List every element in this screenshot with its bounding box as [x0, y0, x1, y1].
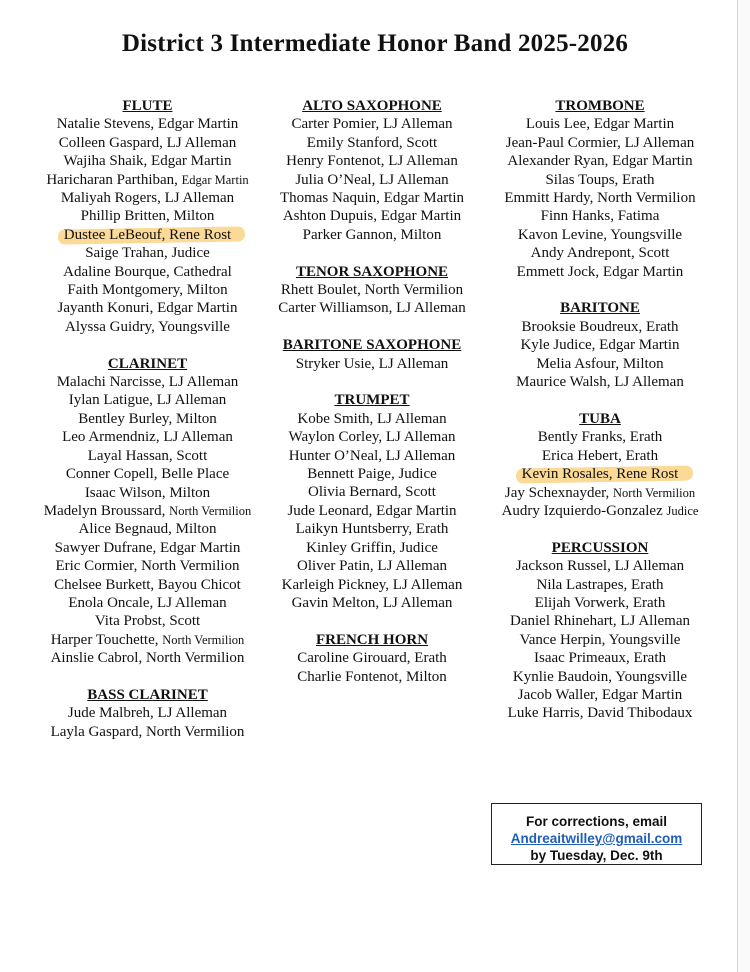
member-text: Emily Stanford, Scott: [306, 134, 438, 151]
member-entry: [486, 686, 714, 704]
member-text: Finn Hanks, Fatima: [540, 208, 660, 225]
section-heading: BASS CLARINET: [87, 686, 208, 703]
member-entry: [258, 281, 486, 299]
member-text: Ashton Dupuis, Edgar Martin: [282, 208, 462, 225]
member-text: Dustee LeBeouf, Rene Rost: [63, 226, 232, 243]
member-text: Saige Trahan, Judice: [85, 245, 210, 262]
member-text: Phillip Britten, Milton: [80, 208, 215, 225]
member-text: Chelsee Burkett, Bayou Chicot: [54, 576, 241, 593]
member-list: [258, 281, 486, 318]
section-flute: [30, 97, 265, 336]
member-text: Brooksie Boudreux, Erath: [521, 318, 679, 335]
member-text: Malachi Narcisse, LJ Alleman: [56, 374, 239, 391]
member-text: Hunter O’Neal, LJ Alleman: [288, 447, 456, 464]
member-text: Adaline Bourque, Cathedral: [63, 263, 232, 280]
member-entry: [486, 447, 714, 465]
column-right: [486, 97, 714, 741]
section-baritone: [486, 299, 714, 391]
section-french-horn: [258, 631, 486, 686]
member-name: Harper Touchette,: [50, 631, 163, 648]
page-edge: [737, 0, 750, 972]
member-entry: [30, 502, 265, 520]
member-entry: [258, 539, 486, 557]
member-list: [486, 318, 714, 392]
member-text: Kavon Levine, Youngsville: [517, 226, 683, 243]
member-entry: [486, 484, 714, 502]
member-entry: [486, 263, 714, 281]
member-text: Vita Probst, Scott: [94, 613, 201, 630]
notice-deadline: by Tuesday, Dec. 9th: [530, 848, 663, 863]
member-text: Alexander Ryan, Edgar Martin: [507, 153, 693, 170]
member-text: Charlie Fontenot, Milton: [297, 668, 447, 685]
member-entry: [258, 594, 486, 612]
member-text: Eric Cormier, North Vermilion: [55, 558, 240, 575]
member-text: Luke Harris, David Thibodaux: [507, 705, 693, 722]
member-entry: [30, 539, 265, 557]
member-text: Caroline Girouard, Erath: [297, 650, 447, 667]
member-text: Jude Leonard, Edgar Martin: [287, 502, 457, 519]
member-text: Waylon Corley, LJ Alleman: [288, 429, 456, 446]
member-text: Thomas Naquin, Edgar Martin: [279, 190, 465, 207]
member-text: Daniel Rhinehart, LJ Alleman: [510, 613, 690, 630]
member-text: Carter Pomier, LJ Alleman: [291, 116, 453, 133]
member-text: Bennett Paige, Judice: [307, 466, 437, 483]
member-text: Olivia Bernard, Scott: [308, 484, 436, 501]
section-heading: BARITONE SAXOPHONE: [282, 337, 462, 354]
member-entry: [486, 134, 714, 152]
member-text: Jacob Waller, Edgar Martin: [517, 686, 683, 703]
member-text: Karleigh Pickney, LJ Alleman: [281, 576, 463, 593]
member-list: [486, 557, 714, 723]
member-list: [30, 704, 265, 741]
section-heading: CLARINET: [107, 355, 188, 372]
member-entry: [258, 299, 486, 317]
member-text: Jude Malbreh, LJ Alleman: [67, 705, 228, 722]
section-heading: TRUMPET: [334, 392, 410, 409]
member-text: Bentley Burley, Milton: [78, 410, 217, 427]
member-text: Stryker Usie, LJ Alleman: [295, 355, 449, 372]
member-entry: [486, 649, 714, 667]
member-text: Kinley Griffin, Judice: [306, 539, 438, 556]
member-text: Isaac Primeaux, Erath: [533, 650, 667, 667]
member-entry: [258, 465, 486, 483]
member-entry: [30, 281, 265, 299]
member-text: Emmett Jock, Edgar Martin: [516, 263, 684, 280]
member-entry: [258, 557, 486, 575]
member-entry: [30, 484, 265, 502]
member-entry: [486, 244, 714, 262]
section-heading: FRENCH HORN: [315, 631, 429, 648]
member-entry: [30, 244, 265, 262]
member-text: Maliyah Rogers, LJ Alleman: [60, 190, 235, 207]
member-entry: [258, 134, 486, 152]
member-entry: [258, 355, 486, 373]
member-text: Layla Gaspard, North Vermilion: [50, 723, 245, 740]
member-school: North Vermilion: [169, 503, 252, 518]
section-bass-clarinet: [30, 686, 265, 741]
member-text: Maurice Walsh, LJ Alleman: [516, 374, 684, 391]
member-entry: [30, 263, 265, 281]
member-text: Laikyn Huntsberry, Erath: [295, 521, 449, 538]
member-entry: [30, 171, 265, 189]
member-entry: [30, 189, 265, 207]
member-text: Ainslie Cabrol, North Vermilion: [50, 650, 245, 667]
section-alto-saxophone: [258, 97, 486, 244]
member-entry: [30, 557, 265, 575]
member-entry: [30, 447, 265, 465]
member-entry: [486, 631, 714, 649]
section-heading: TUBA: [579, 410, 621, 427]
column-middle: [258, 97, 486, 704]
member-entry: [30, 649, 265, 667]
member-entry: [486, 502, 714, 520]
member-entry: [258, 649, 486, 667]
member-text: Conner Copell, Belle Place: [65, 466, 230, 483]
member-entry: [30, 704, 265, 722]
member-entry: [258, 668, 486, 686]
member-school: Judice: [666, 503, 699, 518]
member-entry: [30, 226, 265, 244]
member-text: Isaac Wilson, Milton: [84, 484, 211, 501]
column-left: [30, 97, 265, 760]
member-text: Leo Armendniz, LJ Alleman: [62, 429, 233, 446]
section-trombone: [486, 97, 714, 281]
member-text: Alice Begnaud, Milton: [78, 521, 217, 538]
section-heading: TENOR SAXOPHONE: [295, 263, 449, 280]
member-entry: [258, 576, 486, 594]
member-list: [258, 410, 486, 612]
notice-line: For corrections, email: [525, 814, 668, 829]
member-entry: [486, 428, 714, 446]
member-entry: [486, 373, 714, 391]
member-school: Edgar Martin: [181, 172, 249, 187]
member-entry: [258, 189, 486, 207]
member-text: Jayanth Konuri, Edgar Martin: [57, 300, 238, 317]
member-school: North Vermilion: [613, 485, 696, 500]
section-baritone-saxophone: [258, 336, 486, 373]
member-text: Faith Montgomery, Milton: [67, 282, 228, 299]
member-entry: [30, 723, 265, 741]
member-text: Kynlie Baudoin, Youngsville: [512, 668, 688, 685]
member-entry: [30, 152, 265, 170]
member-entry: [486, 594, 714, 612]
member-entry: [258, 483, 486, 501]
member-entry: [486, 557, 714, 575]
member-entry: [30, 391, 265, 409]
section-heading: BARITONE: [560, 300, 640, 317]
member-text: Silas Toups, Erath: [545, 171, 655, 188]
member-entry: [486, 207, 714, 225]
email-link[interactable]: Andreaitwilley@gmail.com: [510, 831, 683, 846]
member-text: Wajiha Shaik, Edgar Martin: [63, 153, 232, 170]
member-entry: [30, 299, 265, 317]
member-text: Carter Williamson, LJ Alleman: [278, 300, 466, 317]
member-text: Enola Oncale, LJ Alleman: [68, 594, 227, 611]
member-entry: [258, 226, 486, 244]
member-entry: [30, 428, 265, 446]
corrections-notice: [491, 803, 702, 865]
member-entry: [258, 410, 486, 428]
member-text: Julia O’Neal, LJ Alleman: [295, 171, 449, 188]
member-list: [30, 373, 265, 668]
section-clarinet: [30, 355, 265, 668]
section-trumpet: [258, 391, 486, 612]
member-name: Madelyn Broussard,: [43, 502, 170, 519]
member-name: Haricharan Parthiban,: [46, 171, 182, 188]
section-heading: TROMBONE: [555, 98, 645, 114]
member-entry: [486, 612, 714, 630]
member-text: Kevin Rosales, Rene Rost: [521, 466, 679, 483]
member-text: Colleen Gaspard, LJ Alleman: [58, 134, 237, 151]
member-list: [258, 355, 486, 373]
member-entry: [30, 594, 265, 612]
member-entry: [486, 355, 714, 373]
member-text: Rhett Boulet, North Vermilion: [280, 282, 464, 299]
member-entry: [30, 410, 265, 428]
member-entry: [258, 115, 486, 133]
section-tenor-saxophone: [258, 263, 486, 318]
member-list: [30, 115, 265, 336]
member-entry: [486, 668, 714, 686]
member-name: Jay Schexnayder,: [504, 484, 614, 501]
member-entry: [30, 465, 265, 483]
member-text: Parker Gannon, Milton: [302, 226, 442, 243]
member-entry: [258, 502, 486, 520]
member-text: Henry Fontenot, LJ Alleman: [286, 153, 458, 170]
member-entry: [486, 152, 714, 170]
member-text: Layal Hassan, Scott: [87, 447, 208, 464]
member-entry: [486, 318, 714, 336]
member-entry: [258, 207, 486, 225]
member-name: Audry Izquierdo-Gonzalez: [501, 502, 667, 519]
member-text: Elijah Vorwerk, Erath: [534, 594, 666, 611]
member-text: Jackson Russel, LJ Alleman: [515, 558, 685, 575]
member-entry: [486, 171, 714, 189]
member-text: Louis Lee, Edgar Martin: [525, 116, 675, 133]
page-title: District 3 Intermediate Honor Band 2025-2026: [121, 30, 629, 57]
member-text: Kobe Smith, LJ Alleman: [297, 410, 447, 427]
member-school: North Vermilion: [162, 632, 245, 647]
member-entry: [30, 576, 265, 594]
member-entry: [258, 171, 486, 189]
member-text: Kyle Judice, Edgar Martin: [520, 337, 680, 354]
member-text: Gavin Melton, LJ Alleman: [291, 594, 453, 611]
member-text: Melia Asfour, Milton: [536, 355, 664, 372]
member-text: Andy Andrepont, Scott: [530, 245, 670, 262]
member-entry: [486, 704, 714, 722]
member-entry: [486, 576, 714, 594]
member-entry: [258, 428, 486, 446]
section-percussion: [486, 539, 714, 723]
member-entry: [30, 520, 265, 538]
member-text: Oliver Patin, LJ Alleman: [297, 558, 447, 575]
member-text: Sawyer Dufrane, Edgar Martin: [54, 539, 241, 556]
section-tuba: [486, 410, 714, 520]
member-list: [486, 428, 714, 520]
member-text: Bently Franks, Erath: [537, 429, 663, 446]
section-heading: FLUTE: [122, 98, 173, 114]
member-text: Vance Herpin, Youngsville: [519, 631, 681, 648]
member-entry: [30, 115, 265, 133]
member-list: [258, 649, 486, 686]
member-entry: [486, 336, 714, 354]
section-heading: ALTO SAXOPHONE: [302, 98, 442, 114]
member-entry: [30, 207, 265, 225]
member-list: [258, 115, 486, 244]
member-entry: [486, 115, 714, 133]
member-entry: [486, 465, 714, 483]
member-entry: [258, 447, 486, 465]
member-entry: [30, 134, 265, 152]
member-entry: [258, 152, 486, 170]
member-entry: [486, 226, 714, 244]
member-text: Emmitt Hardy, North Vermilion: [504, 190, 696, 207]
member-text: Alyssa Guidry, Youngsville: [65, 318, 230, 335]
member-entry: [258, 520, 486, 538]
member-entry: [486, 189, 714, 207]
member-text: Jean-Paul Cormier, LJ Alleman: [505, 134, 695, 151]
member-text: Nila Lastrapes, Erath: [536, 576, 664, 593]
member-list: [486, 115, 714, 281]
section-heading: PERCUSSION: [551, 539, 649, 556]
member-entry: [30, 373, 265, 391]
member-entry: [30, 318, 265, 336]
member-text: Natalie Stevens, Edgar Martin: [56, 116, 239, 133]
member-text: Iylan Latigue, LJ Alleman: [68, 392, 227, 409]
member-text: Erica Hebert, Erath: [541, 447, 659, 464]
member-entry: [30, 631, 265, 649]
member-entry: [30, 612, 265, 630]
